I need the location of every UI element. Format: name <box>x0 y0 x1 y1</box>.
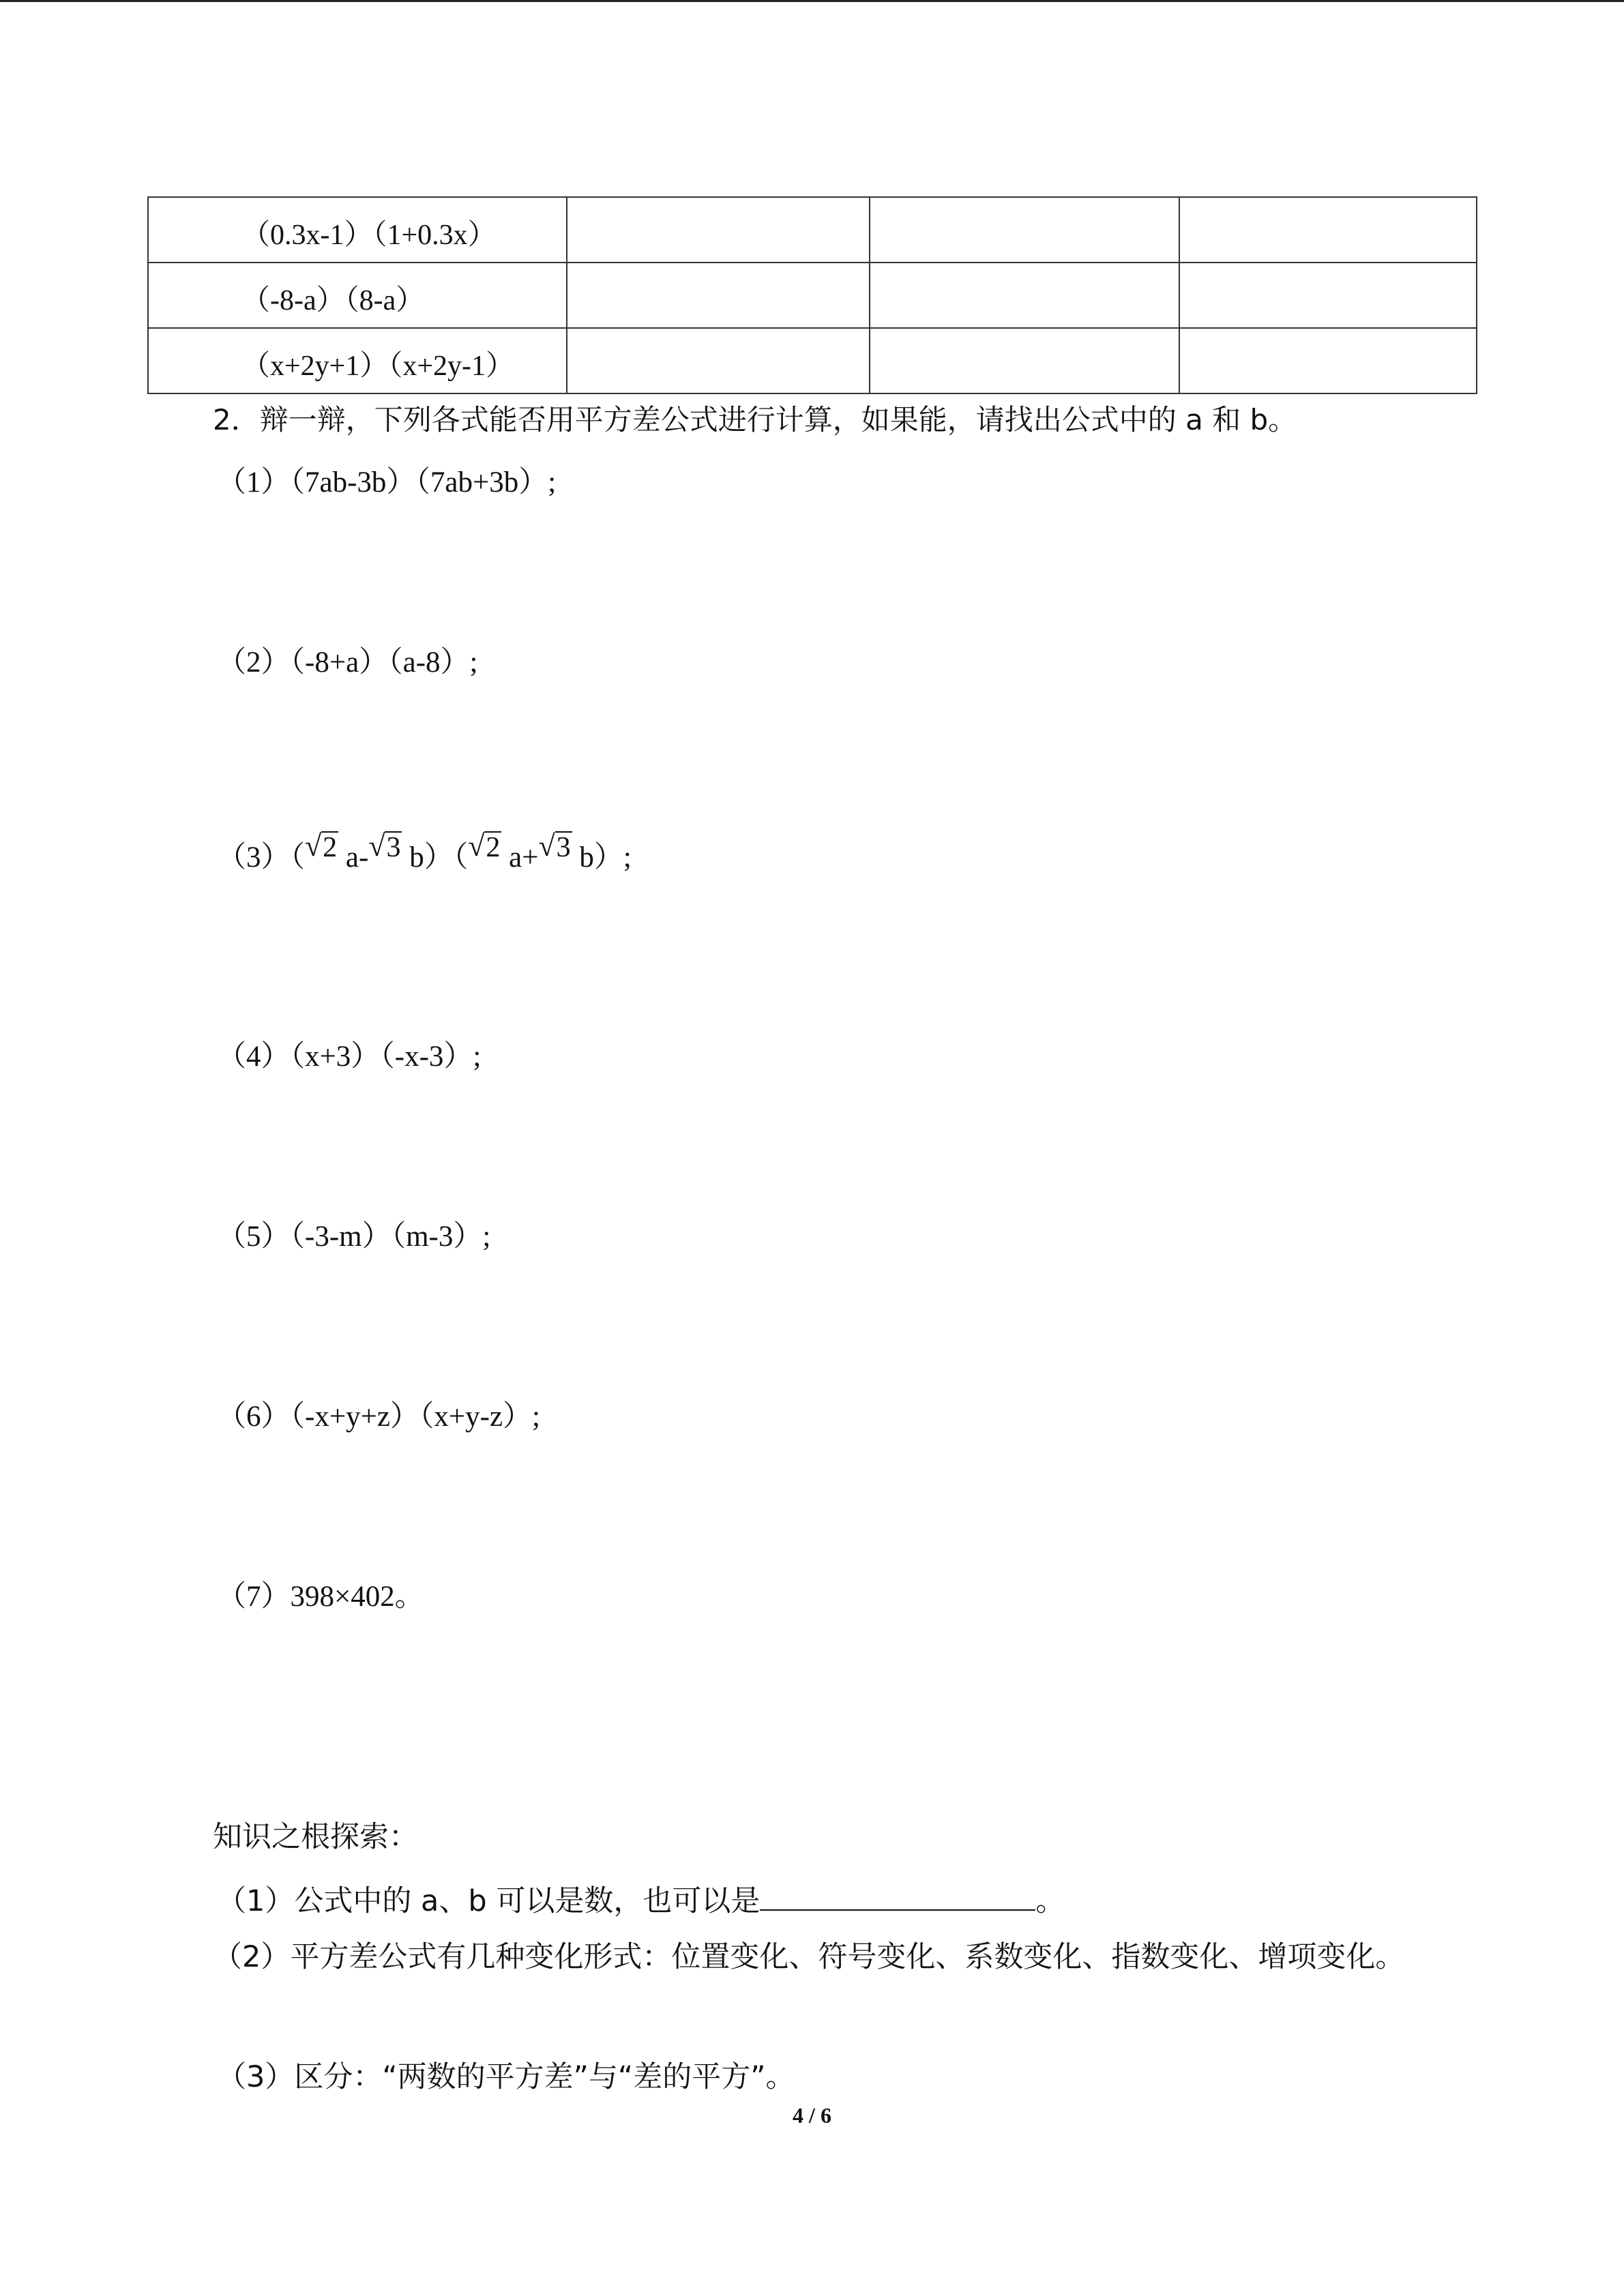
table-cell <box>1179 328 1477 393</box>
page-number: 4 / 6 <box>793 2103 831 2128</box>
table-cell <box>870 197 1179 263</box>
sqrt-3: √ 3 <box>538 829 571 863</box>
table-cell <box>1179 197 1477 263</box>
table-cell <box>1179 263 1477 328</box>
table-cell-expression: （x+2y+1）（x+2y-1） <box>148 328 567 393</box>
question-item: （7）398×402。 <box>217 1581 424 1613</box>
table-cell <box>567 197 870 263</box>
knowledge-heading: 知识之根探索： <box>213 1820 418 1854</box>
question-item: （2）（-8+a）（a-8）; <box>217 646 478 679</box>
question-item: （1）（7ab-3b）（7ab+3b）; <box>217 466 557 498</box>
table-cell-expression: （0.3x-1）（1+0.3x） <box>148 197 567 263</box>
item3-mid3: a+ <box>501 841 539 874</box>
knowledge-point-2: （2）平方差公式有几种变化形式：位置变化、符号变化、系数变化、指数变化、增项变化。 <box>213 1940 1405 1974</box>
knowledge-point-1-text: （1）公式中的 a、b 可以是数，也可以是 <box>217 1884 761 1918</box>
item3-suffix: b）; <box>572 841 632 874</box>
table-cell <box>870 263 1179 328</box>
item3-prefix: （3）（ <box>217 841 305 874</box>
item3-mid1: a- <box>338 841 369 874</box>
knowledge-point-1-end: 。 <box>1035 1884 1065 1918</box>
question-item: （6）（-x+y+z）（x+y-z）; <box>217 1401 541 1433</box>
table-row <box>148 263 1477 328</box>
sqrt-2: √ 2 <box>305 829 338 863</box>
question-2-title: 2．辩一辩，下列各式能否用平方差公式进行计算，如果能，请找出公式中的 a 和 b。 <box>213 403 1297 436</box>
question-item: （5）（-3-m）（m-3）; <box>217 1221 491 1253</box>
expression-table <box>147 196 1477 394</box>
table-row <box>148 197 1477 263</box>
item3-mid2: b）（ <box>402 841 469 874</box>
table-cell <box>567 263 870 328</box>
question-item: （4）（x+3）（-x-3）; <box>217 1041 482 1073</box>
sqrt-3: √ 3 <box>368 829 401 863</box>
table-cell <box>567 328 870 393</box>
table-row <box>148 328 1477 393</box>
table-cell-expression: （-8-a）（8-a） <box>148 263 567 328</box>
knowledge-point-3: （3）区分：“两数的平方差”与“差的平方”。 <box>217 2060 795 2094</box>
knowledge-point-1 <box>217 1879 1065 1920</box>
table-cell <box>870 328 1179 393</box>
fill-in-blank[interactable] <box>760 1879 1035 1911</box>
question-item-3 <box>217 829 632 877</box>
sqrt-2: √ 2 <box>468 829 501 863</box>
